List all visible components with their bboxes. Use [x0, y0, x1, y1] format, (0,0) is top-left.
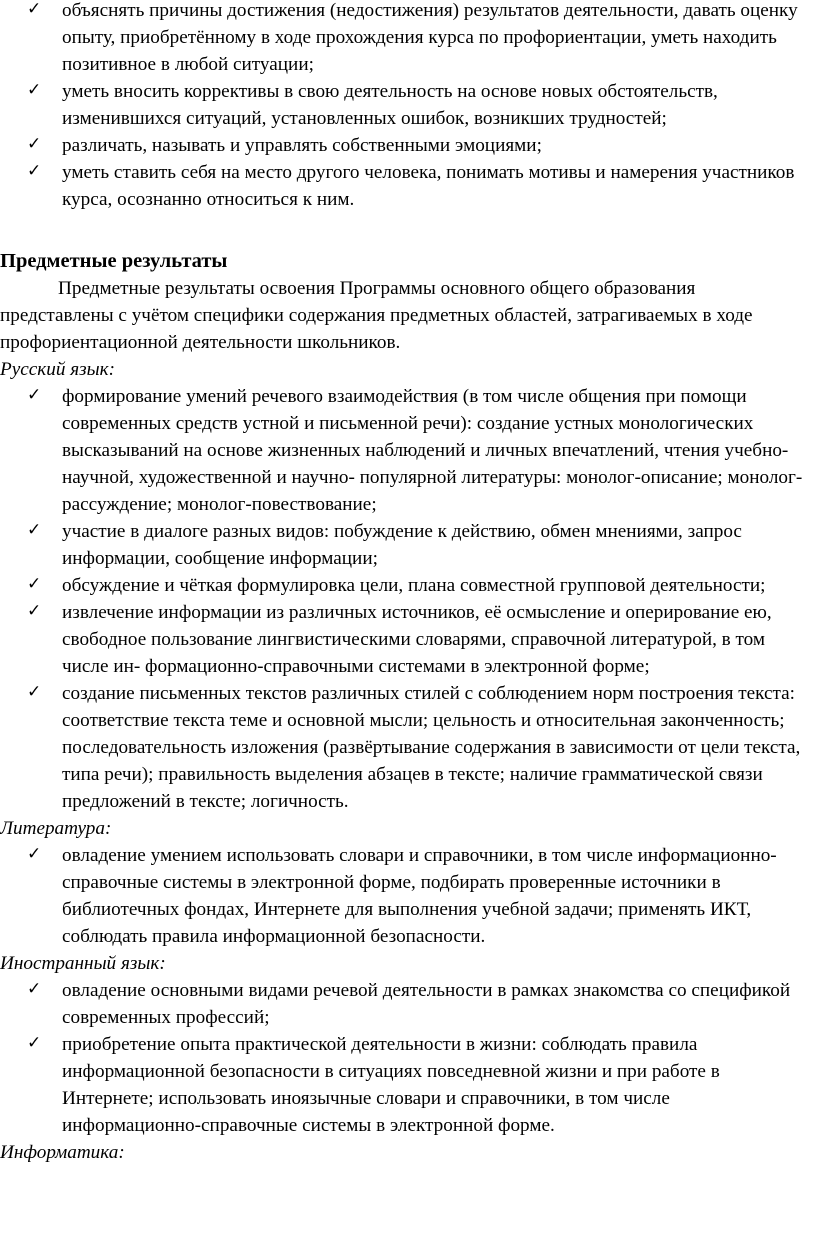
list-item: [0, 1031, 816, 1139]
list-item: [0, 132, 816, 159]
foreign-language-checklist: [0, 977, 816, 1139]
list-item: [0, 518, 816, 572]
list-item-text: овладение умением использовать словари и справочники, в том числе информационно-справочные системы в электронной форме, подбирать проверенные источники в библиотечных фондах, Интернете для выполнения учебной задачи; применять ИКТ, соблюдать правила информационной безопасности.: [62, 845, 777, 947]
list-item-text: формирование умений речевого взаимодействия (в том числе общения при помощи современных средств устной и письменной речи): создание устных монологических высказываний на основе жизненных наблюдений и личных впечатлений, чтения учебно-научной, художественной и научно- популярной литературы: монолог-описание; монолог-рассуждение; монолог-повествование;: [62, 386, 803, 515]
list-item-text: объяснять причины достижения (недостижения) результатов деятельности, давать оценку опыту, приобретённому в ходе прохождения курса по профориентации, уметь находить позитивное в любой ситуации;: [62, 0, 798, 75]
list-item-text: уметь ставить себя на место другого человека, понимать мотивы и намерения участников курса, осознанно относиться к ним.: [62, 162, 795, 210]
check-icon: ✓: [27, 1033, 42, 1053]
list-item-text: уметь вносить коррективы в свою деятельность на основе новых обстоятельств, изменившихся ситуаций, установленных ошибок, возникших трудностей;: [62, 81, 718, 129]
list-item: [0, 599, 816, 680]
check-icon: ✓: [27, 601, 42, 621]
list-item-text: овладение основными видами речевой деятельности в рамках знакомства со спецификой современных профессий;: [62, 980, 791, 1028]
list-item-text: участие в диалоге разных видов: побуждение к действию, обмен мнениями, запрос информации, сообщение информации;: [62, 521, 742, 569]
section-paragraph: Предметные результаты освоения Программы основного общего образования представлены с учётом специфики содержания предметных областей, затрагиваемых в ходе профориентационной деятельности школьников.: [0, 278, 753, 353]
list-item: [0, 0, 816, 78]
list-item-text: извлечение информации из различных источников, её осмысление и оперирование ею, свободное пользование лингвистическими словарями, справочной литературой, в том числе ин- формационно-справочными системами в электронной форме;: [62, 602, 772, 677]
list-item: [0, 680, 816, 815]
list-item-text: приобретение опыта практической деятельности в жизни: соблюдать правила информационной безопасности в ситуациях повседневной жизни и при работе в Интернете; использовать иноязычные словари и справочники, в том числе информационно-справочные системы в электронной форме.: [62, 1034, 720, 1136]
subject-title-literature: Литература:: [0, 818, 112, 839]
check-icon: ✓: [27, 844, 42, 864]
subject-title-foreign-language: Иностранный язык:: [0, 953, 166, 974]
check-icon: ✓: [27, 134, 42, 154]
check-icon: ✓: [27, 0, 42, 19]
list-item: [0, 977, 816, 1031]
list-item: [0, 572, 816, 599]
check-icon: ✓: [27, 385, 42, 405]
intro-checklist: [0, 0, 816, 213]
section-heading: Предметные результаты: [0, 250, 228, 272]
list-item: [0, 383, 816, 518]
russian-checklist: [0, 383, 816, 815]
list-item-text: различать, называть и управлять собственными эмоциями;: [62, 135, 542, 156]
subject-title-russian: Русский язык:: [0, 359, 115, 380]
literature-checklist: [0, 842, 816, 950]
check-icon: ✓: [27, 574, 42, 594]
check-icon: ✓: [27, 520, 42, 540]
check-icon: ✓: [27, 682, 42, 702]
list-item-text: создание письменных текстов различных стилей с соблюдением норм построения текста: соответствие текста теме и основной мысли; цельность и относительная законченность; последовательность изложения (развёртывание содержания в зависимости от цели текста, типа речи); правильность выделения абзацев в тексте; наличие грамматической связи предложений в тексте; логичность.: [62, 683, 801, 812]
list-item: [0, 842, 816, 950]
check-icon: ✓: [27, 979, 42, 999]
check-icon: ✓: [27, 161, 42, 181]
check-icon: ✓: [27, 80, 42, 100]
list-item-text: обсуждение и чёткая формулировка цели, плана совместной групповой деятельности;: [62, 575, 766, 596]
list-item: [0, 78, 816, 132]
list-item: [0, 159, 816, 213]
subject-title-informatics: Информатика:: [0, 1142, 125, 1163]
